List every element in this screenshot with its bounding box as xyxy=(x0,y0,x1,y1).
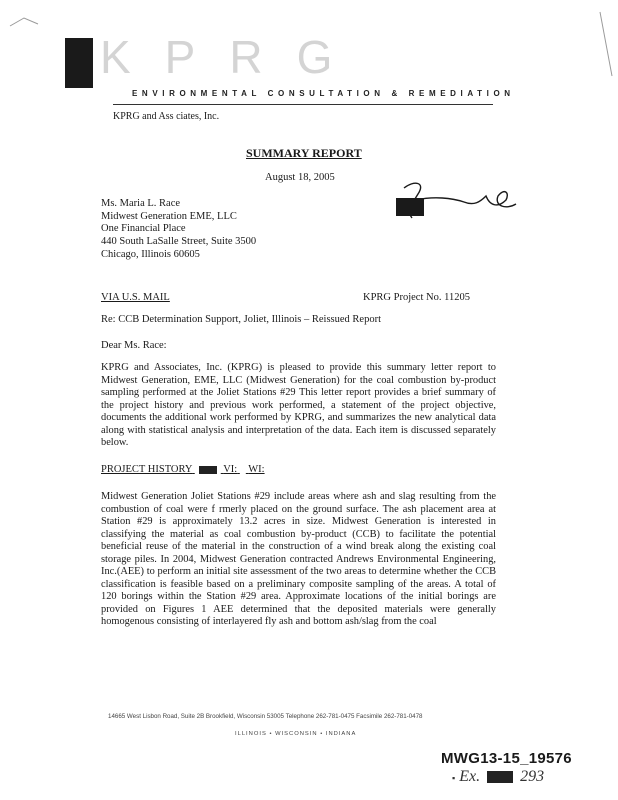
exhibit-redaction xyxy=(487,771,513,783)
section-heading-fragment-2: WI: xyxy=(248,464,265,475)
report-title: SUMMARY REPORT xyxy=(246,146,362,160)
recipient-name: Ms. Maria L. Race xyxy=(101,198,181,209)
recipient-street: 440 South LaSalle Street, Suite 3500 xyxy=(101,236,257,248)
exhibit-number: 293 xyxy=(520,768,545,785)
exhibit-prefix: Ex. xyxy=(459,768,481,785)
recipient-company: Midwest Generation EME, LLC xyxy=(101,210,237,222)
recipient-city: Chicago, Illinois 60605 xyxy=(101,248,200,260)
subject-line: Re: CCB Determination Support, Joliet, Illinois – Reissued Report xyxy=(101,314,381,325)
report-date: August 18, 2005 xyxy=(265,172,335,183)
document-id: MWG13-15_19576 xyxy=(441,750,572,767)
footer-address: 14665 West Lisbon Road, Suite 2B Brookfield, Wisconsin 53005 Telephone 262-781-0475 Facsimile 262-781-0478 xyxy=(108,713,423,720)
company-line: KPRG and Ass ciates, Inc. xyxy=(113,111,220,122)
corner-scan-mark xyxy=(8,12,48,32)
intro-paragraph: KPRG and Associates, Inc. (KPRG) is pleased to provide this summary letter report to Midwest Generation, EME, LLC (Midwest Generation) for the coal combustion by-product sampling performed at the Joliet Stations #29 This letter report provides a brief summary of the project history and previous work performed, a statement of the project objective, documents the additional work performed by KPRG, and summarizes the new analytical data along with statistical analysis and interpretation of the data. Each item is discussed separately below. xyxy=(101,362,496,448)
delivery-method: VIA U.S. MAIL xyxy=(101,292,170,303)
salutation: Dear Ms. Race: xyxy=(101,340,167,351)
letterhead-tagline: ENVIRONMENTAL CONSULTATION & REMEDIATION xyxy=(132,89,515,98)
section-heading-fragment-1: VI: xyxy=(223,464,238,475)
signature-redacted xyxy=(394,178,524,230)
letterhead-rule xyxy=(113,104,493,105)
edge-scan-line xyxy=(598,10,616,80)
section-heading xyxy=(101,464,265,475)
project-number: KPRG Project No. 11205 xyxy=(363,292,470,303)
logo-mark xyxy=(65,38,93,88)
history-paragraph: Midwest Generation Joliet Stations #29 include areas where ash and slag resulting from the combustion of coal were f rmerly placed on the ground surface. The ash placement area at Station #29 is approximately 13.2 acres in size. Midwest Generation is interested in classifying the material as coal combustion by-product (CCB) to facilitate the potential beneficial reuse of the material in the construction of a wind break along the existing coal storage piles. In 2004, Midwest Generation contracted Andrews Environmental Engineering, Inc.(AEE) to perform an initial site assessment of the two areas to determine whether the CCB classification is feasible based on a preliminary composite sampling of the areas. A total of 120 borings within the Station #29 area. Approximate locations of the initial borings are provided on Figures 1 AEE determined that the deposited materials were generally homogenous consisting of interlayered fly ash and bottom ash/slag from the coal xyxy=(101,491,496,627)
recipient-address xyxy=(101,198,256,262)
exhibit-stamp: ▪ Ex. 293 xyxy=(452,768,545,785)
footer-states: ILLINOIS • WISCONSIN • INDIANA xyxy=(235,731,357,737)
recipient-building: One Financial Place xyxy=(101,223,186,235)
logo-letters: KPRG xyxy=(100,31,367,83)
section-heading-text: PROJECT HISTORY xyxy=(101,464,193,475)
redaction-bar xyxy=(199,466,217,474)
